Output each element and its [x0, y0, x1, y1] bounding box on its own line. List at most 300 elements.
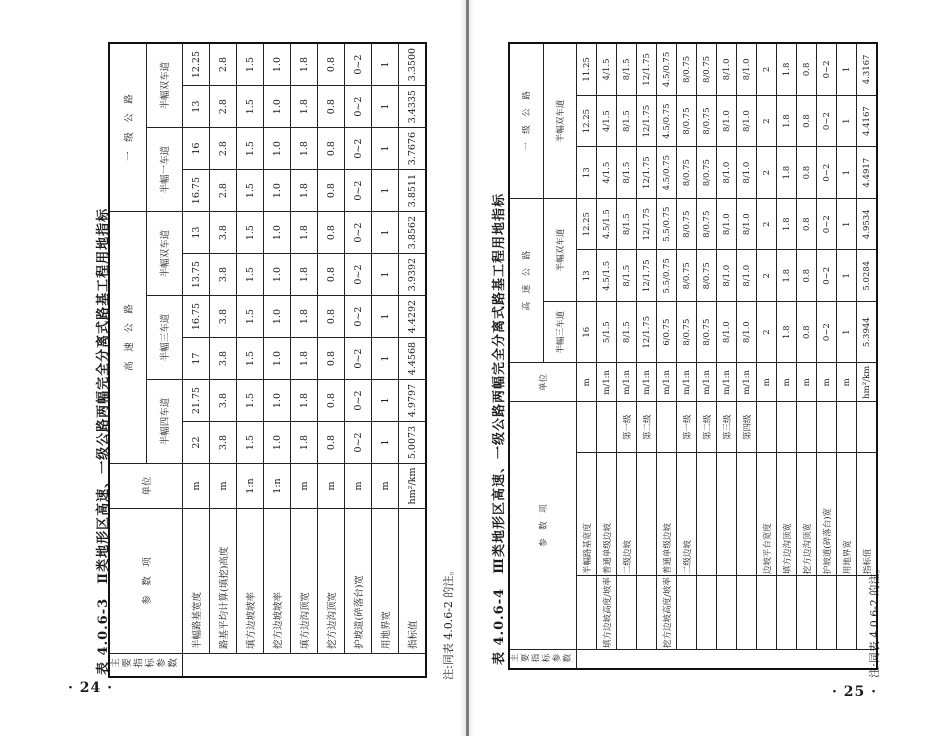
table-cell: 1.8 — [291, 296, 318, 338]
row-label: 普通单级边坡 — [657, 453, 677, 576]
table-cell: 8/0.75 — [697, 198, 717, 250]
table-cell: 8/0.75 — [677, 250, 697, 302]
table-row — [617, 43, 637, 669]
table-cell: 1 — [372, 170, 399, 212]
row-group — [857, 576, 878, 650]
table-cell: 16 — [183, 128, 210, 170]
table2-param-header: 参 数 项 — [509, 402, 577, 650]
group-spacer — [577, 650, 878, 670]
table-cell: 0.8 — [797, 198, 817, 250]
table-row — [857, 43, 878, 669]
table-row — [777, 43, 797, 669]
table-cell: 0~2 — [345, 170, 372, 212]
table1-sub-header: 半幅三车道 — [146, 296, 182, 380]
table-cell: 1 — [837, 198, 857, 250]
table-row — [210, 43, 237, 677]
table-cell: 1.0 — [264, 128, 291, 170]
table-cell: 1 — [372, 212, 399, 254]
table-row — [345, 43, 372, 677]
table-cell: 8/1.5 — [617, 95, 637, 147]
table-cell: 4.4292 — [399, 296, 427, 338]
table-cell: 1.8 — [291, 212, 318, 254]
table-cell: 8/0.75 — [677, 43, 697, 95]
row-unit: 1:n — [264, 464, 291, 509]
table-cell: 0~2 — [817, 95, 837, 147]
row-group: 填方边坡高度/坡率 — [597, 576, 617, 650]
row-label: 用地界宽 — [837, 453, 857, 576]
table-cell: 3.8511 — [399, 170, 427, 212]
table2-group-label-cell — [509, 650, 577, 670]
table2-note: 注:同表 4.0.6-2 的注。 — [868, 562, 881, 678]
table-cell: 8/0.75 — [697, 95, 717, 147]
row-label — [737, 453, 757, 576]
table1-note: 注:同表 4.0.6-2 的注。 — [442, 564, 455, 680]
table2-unit-header: 单位 — [509, 363, 577, 402]
row-label: 二级边坡 — [617, 453, 637, 576]
table1-expressway-header: 高 速 公 路 — [109, 212, 146, 464]
table-cell: 12/1.75 — [637, 302, 657, 363]
table-cell: 13 — [577, 147, 597, 199]
table-cell: 4/1.5 — [597, 95, 617, 147]
table-cell: 8/1.5 — [617, 302, 637, 363]
row-unit: 1:n — [237, 464, 264, 509]
table-cell: 1.5 — [237, 170, 264, 212]
table-cell: 5/1.5 — [597, 302, 617, 363]
row-group — [737, 576, 757, 650]
table-cell: 1.5 — [237, 254, 264, 296]
row-label: 挖方边沟顶宽 — [797, 453, 817, 576]
table-cell: 0~2 — [345, 254, 372, 296]
row-sublabel: 第二级 — [637, 402, 657, 453]
page-number-left: · 24 · — [68, 680, 113, 696]
table-cell: 12/1.75 — [637, 43, 657, 95]
row-group — [817, 576, 837, 650]
row-unit: hm²/km — [399, 464, 427, 509]
row-sublabel: 第四级 — [737, 402, 757, 453]
table-cell: 4.3167 — [857, 43, 878, 95]
table-cell: 8/1.0 — [737, 147, 757, 199]
table-cell: 12.25 — [183, 43, 210, 86]
table-cell: 2.8 — [210, 128, 237, 170]
table-cell: 1.8 — [291, 254, 318, 296]
row-unit: m/1:n — [637, 363, 657, 402]
row-unit: m — [757, 363, 777, 402]
table-row — [637, 43, 657, 669]
table-cell: 0.8 — [797, 302, 817, 363]
table-cell: 8/0.75 — [697, 302, 717, 363]
table-cell: 8/1.0 — [717, 302, 737, 363]
table-cell: 8/1.0 — [737, 198, 757, 250]
table-cell: 1 — [372, 43, 399, 86]
table-row — [318, 43, 345, 677]
row-unit: m — [183, 464, 210, 509]
row-sublabel — [657, 402, 677, 453]
table-cell: 2 — [757, 250, 777, 302]
table-cell: 1.5 — [237, 43, 264, 86]
table-cell: 0~2 — [345, 128, 372, 170]
table-cell: 12.25 — [577, 95, 597, 147]
table-cell: 1.8 — [291, 43, 318, 86]
table-cell: 13 — [577, 250, 597, 302]
table2-title: 表 4.0.6-4 Ⅲ类地形区高速、一级公路两幅完全分离式路基工程用地指标 — [492, 193, 507, 665]
row-unit: m/1:n — [617, 363, 637, 402]
table-cell: 1.0 — [264, 338, 291, 380]
table-cell: 8/0.75 — [697, 147, 717, 199]
table-cell: 1 — [837, 147, 857, 199]
row-group — [617, 576, 637, 650]
group-label: 主要指标参数 — [110, 659, 179, 670]
table-cell: 0.8 — [797, 95, 817, 147]
table-cell: 8/1.0 — [737, 302, 757, 363]
table-cell: 4.4568 — [399, 338, 427, 380]
table-cell: 1.5 — [237, 422, 264, 464]
row-unit: hm²/km — [857, 363, 878, 402]
table-cell: 12/1.75 — [637, 147, 657, 199]
row-label: 指标值 — [857, 453, 878, 576]
table-cell: 4.5/0.75 — [657, 147, 677, 199]
table-cell: 1.5 — [237, 296, 264, 338]
table2-sub-header: 半幅双车道 — [543, 198, 576, 301]
table-cell: 1.8 — [291, 170, 318, 212]
table-cell: 3.8 — [210, 380, 237, 422]
table-cell: 5.5/0.75 — [657, 198, 677, 250]
table-cell: 8/1.5 — [617, 43, 637, 95]
table-cell: 1.8 — [777, 95, 797, 147]
table-cell: 0~2 — [345, 296, 372, 338]
table-cell: 1.8 — [777, 250, 797, 302]
table-cell: 3.3500 — [399, 43, 427, 86]
row-sublabel — [797, 402, 817, 453]
row-group — [577, 576, 597, 650]
table-cell: 5.3944 — [857, 302, 878, 363]
table-cell: 1.5 — [237, 212, 264, 254]
row-group — [717, 576, 737, 650]
row-label: 挖方边坡坡率 — [264, 509, 291, 654]
table-cell: 4/1.5 — [597, 43, 617, 95]
row-unit: m/1:n — [717, 363, 737, 402]
row-unit: m — [345, 464, 372, 509]
table-cell: 0.8 — [318, 128, 345, 170]
table-row — [737, 43, 757, 669]
table-cell: 3.8 — [210, 212, 237, 254]
table2-class1-header: 一 级 公 路 — [509, 43, 543, 198]
table-cell: 4.5/1.5 — [597, 198, 617, 250]
table-cell: 2.8 — [210, 170, 237, 212]
table-cell: 1 — [837, 43, 857, 95]
table-cell: 0~2 — [817, 43, 837, 95]
row-group — [677, 576, 697, 650]
table-row — [183, 43, 210, 677]
table-cell: 16 — [577, 302, 597, 363]
row-label: 半幅路基宽度 — [183, 509, 210, 654]
table-cell: 1 — [837, 302, 857, 363]
table1-sub-header: 半幅一车道 — [146, 128, 182, 212]
row-unit: m — [777, 363, 797, 402]
table-cell: 1.5 — [237, 128, 264, 170]
row-group: 挖方边坡高度/坡率 — [657, 576, 677, 650]
table-cell: 8/1.0 — [717, 43, 737, 95]
table-cell: 13.75 — [183, 254, 210, 296]
table-cell: 2 — [757, 198, 777, 250]
row-unit: m — [210, 464, 237, 509]
row-label: 填方边坡坡率 — [237, 509, 264, 654]
table-cell: 8/0.75 — [677, 198, 697, 250]
table-cell: 11.25 — [577, 43, 597, 95]
table-cell: 4/1.5 — [597, 147, 617, 199]
table-row — [237, 43, 264, 677]
group-label: 主要指标参数 — [510, 654, 573, 664]
table-row — [817, 43, 837, 669]
table-row — [837, 43, 857, 669]
table-cell: 1 — [372, 338, 399, 380]
table-cell: 8/1.0 — [737, 43, 757, 95]
table-cell: 0~2 — [345, 338, 372, 380]
table-cell: 4.5/0.75 — [657, 95, 677, 147]
table-cell: 0.8 — [318, 254, 345, 296]
table-cell: 4.4167 — [857, 95, 878, 147]
table-cell: 8/1.0 — [717, 147, 737, 199]
row-unit: m — [797, 363, 817, 402]
table-cell: 0~2 — [345, 212, 372, 254]
table2-sub-header: 半幅双车道 — [543, 43, 576, 198]
row-label: 用地界宽 — [372, 509, 399, 654]
table-row — [757, 43, 777, 669]
table-cell: 4.9534 — [857, 198, 878, 250]
table-cell: 1 — [372, 296, 399, 338]
table-row — [372, 43, 399, 677]
table1-unit-header: 单位 — [109, 464, 183, 509]
table-cell: 1.0 — [264, 86, 291, 128]
table-cell: 8/0.75 — [677, 302, 697, 363]
table-cell: 1.8 — [291, 128, 318, 170]
table-cell: 13 — [183, 86, 210, 128]
table-cell: 0.8 — [318, 212, 345, 254]
row-label: 挖方边沟顶宽 — [318, 509, 345, 654]
table1-group-label-cell — [109, 654, 183, 678]
table-cell: 8/1.5 — [617, 147, 637, 199]
table-cell: 1.5 — [237, 86, 264, 128]
table-cell: 8/0.75 — [677, 95, 697, 147]
table2-body — [577, 43, 878, 669]
row-group — [637, 576, 657, 650]
row-sublabel — [757, 402, 777, 453]
row-unit: m/1:n — [657, 363, 677, 402]
group-spacer — [183, 654, 427, 678]
row-sublabel: 第一级 — [617, 402, 637, 453]
table-cell: 0.8 — [797, 43, 817, 95]
table-cell: 1.8 — [777, 198, 797, 250]
table-cell: 1.8 — [291, 86, 318, 128]
table-cell: 1 — [372, 254, 399, 296]
book-spine — [466, 0, 469, 736]
row-label: 路基平均计算(填挖)高度 — [210, 509, 237, 654]
table-cell: 0.8 — [318, 338, 345, 380]
table-row — [717, 43, 737, 669]
table1-sub-header: 半幅四车道 — [146, 380, 182, 464]
row-unit: m — [318, 464, 345, 509]
table1 — [108, 42, 427, 678]
table-cell: 4.4917 — [857, 147, 878, 199]
table-cell: 0.8 — [797, 147, 817, 199]
table-cell: 1 — [372, 86, 399, 128]
table-cell: 12/1.75 — [637, 250, 657, 302]
row-unit: m — [291, 464, 318, 509]
table-cell: 6/0.75 — [657, 302, 677, 363]
table-cell: 1 — [837, 250, 857, 302]
row-label: 填方边沟顶宽 — [291, 509, 318, 654]
row-label: 填方边沟顶宽 — [777, 453, 797, 576]
table-cell: 1.8 — [777, 147, 797, 199]
row-sublabel — [857, 402, 878, 453]
row-unit: m/1:n — [697, 363, 717, 402]
row-sublabel — [837, 402, 857, 453]
table-cell: 1.0 — [264, 422, 291, 464]
table-cell: 8/0.75 — [697, 43, 717, 95]
table-cell: 3.8 — [210, 338, 237, 380]
table-cell: 8/1.0 — [717, 95, 737, 147]
table-cell: 1.5 — [237, 380, 264, 422]
table-cell: 8/0.75 — [697, 250, 717, 302]
table-row — [657, 43, 677, 669]
table-cell: 8/1.0 — [737, 250, 757, 302]
table-cell: 2 — [757, 95, 777, 147]
table-cell: 0~2 — [345, 380, 372, 422]
table2-expressway-header: 高 速 公 路 — [509, 198, 543, 362]
row-unit: m/1:n — [597, 363, 617, 402]
page-number-right: · 25 · — [832, 684, 877, 700]
table-cell: 22 — [183, 422, 210, 464]
row-group — [797, 576, 817, 650]
table-cell: 4.5/1.5 — [597, 250, 617, 302]
table1-class1-header: 一 级 公 路 — [109, 43, 146, 212]
row-unit: m/1:n — [677, 363, 697, 402]
table-cell: 0.8 — [318, 296, 345, 338]
table-cell: 0.8 — [318, 422, 345, 464]
table-row — [399, 43, 427, 677]
table-row — [697, 43, 717, 669]
table-cell: 3.4335 — [399, 86, 427, 128]
row-label: 指标值 — [399, 509, 427, 654]
table-cell: 1 — [372, 380, 399, 422]
row-label: 边坡平台宽度 — [757, 453, 777, 576]
row-group — [697, 576, 717, 650]
table-cell: 1.0 — [264, 254, 291, 296]
row-sublabel — [597, 402, 617, 453]
table-cell: 1 — [837, 95, 857, 147]
table-cell: 1.0 — [264, 212, 291, 254]
row-group — [757, 576, 777, 650]
table-cell: 16.75 — [183, 170, 210, 212]
table-row — [677, 43, 697, 669]
table-cell: 3.9392 — [399, 254, 427, 296]
row-sublabel — [817, 402, 837, 453]
table-cell: 1.0 — [264, 380, 291, 422]
table-cell: 1.8 — [291, 422, 318, 464]
table-cell: 12/1.75 — [637, 95, 657, 147]
row-unit: m — [372, 464, 399, 509]
table-cell: 13 — [183, 212, 210, 254]
table-cell: 0.8 — [797, 250, 817, 302]
table-cell: 1 — [372, 128, 399, 170]
table-cell: 3.8562 — [399, 212, 427, 254]
row-group — [777, 576, 797, 650]
table-cell: 8/1.0 — [717, 250, 737, 302]
table-cell: 2.8 — [210, 86, 237, 128]
table-cell: 5.0284 — [857, 250, 878, 302]
table-row — [597, 43, 617, 669]
row-label: 半幅路基宽度 — [577, 453, 597, 576]
table-cell: 5.0073 — [399, 422, 427, 464]
table1-title: 表 4.0.6-3 Ⅱ类地形区高速、一级公路两幅完全分离式路基工程用地指标 — [96, 207, 111, 675]
row-sublabel — [777, 402, 797, 453]
table-cell: 0~2 — [817, 147, 837, 199]
table-cell: 12.25 — [577, 198, 597, 250]
table1-sub-header: 半幅双车道 — [146, 212, 182, 296]
table-cell: 2 — [757, 302, 777, 363]
table-cell: 1 — [372, 422, 399, 464]
row-label: 护坡道(碎落台)宽 — [345, 509, 372, 654]
table-cell: 2.8 — [210, 43, 237, 86]
table-cell: 3.8 — [210, 422, 237, 464]
table2-wrapper — [508, 42, 878, 670]
row-label — [697, 453, 717, 576]
table-cell: 1.8 — [777, 43, 797, 95]
table-cell: 5.5/0.75 — [657, 250, 677, 302]
table-cell: 4.9797 — [399, 380, 427, 422]
row-sublabel: 第二级 — [697, 402, 717, 453]
table-cell: 0.8 — [318, 170, 345, 212]
table-row — [797, 43, 817, 669]
table-cell: 8/0.75 — [677, 147, 697, 199]
table-cell: 1.5 — [237, 338, 264, 380]
row-label: 护坡道(碎落台)宽 — [817, 453, 837, 576]
table-cell: 0~2 — [817, 302, 837, 363]
row-unit: m — [837, 363, 857, 402]
row-unit: m — [577, 363, 597, 402]
table-cell: 12/1.75 — [637, 198, 657, 250]
row-unit: m/1:n — [737, 363, 757, 402]
table-cell: 4.5/0.75 — [657, 43, 677, 95]
table-cell: 17 — [183, 338, 210, 380]
row-sublabel: 第三级 — [717, 402, 737, 453]
table1-param-header: 参 数 项 — [109, 509, 183, 654]
row-unit: m — [817, 363, 837, 402]
table-cell: 16.75 — [183, 296, 210, 338]
table-cell: 1.0 — [264, 43, 291, 86]
table2-sub-header: 半幅三车道 — [543, 302, 576, 363]
table-row — [264, 43, 291, 677]
table-cell: 0~2 — [345, 86, 372, 128]
table-cell: 3.8 — [210, 296, 237, 338]
row-label — [717, 453, 737, 576]
table2 — [508, 42, 878, 670]
table-cell: 1.8 — [291, 338, 318, 380]
row-sublabel: 第一级 — [677, 402, 697, 453]
table1-body — [183, 43, 427, 677]
row-group — [837, 576, 857, 650]
table-cell: 1.0 — [264, 170, 291, 212]
row-label: 二级边坡 — [677, 453, 697, 576]
table-cell: 8/1.5 — [617, 198, 637, 250]
table-cell: 8/1.5 — [617, 250, 637, 302]
table-cell: 21.75 — [183, 380, 210, 422]
row-label: 普通单级边坡 — [597, 453, 617, 576]
table-cell: 2 — [757, 43, 777, 95]
table1-wrapper — [108, 42, 427, 678]
table-cell: 0~2 — [817, 250, 837, 302]
table-cell: 1.8 — [291, 380, 318, 422]
table-cell: 0.8 — [318, 380, 345, 422]
